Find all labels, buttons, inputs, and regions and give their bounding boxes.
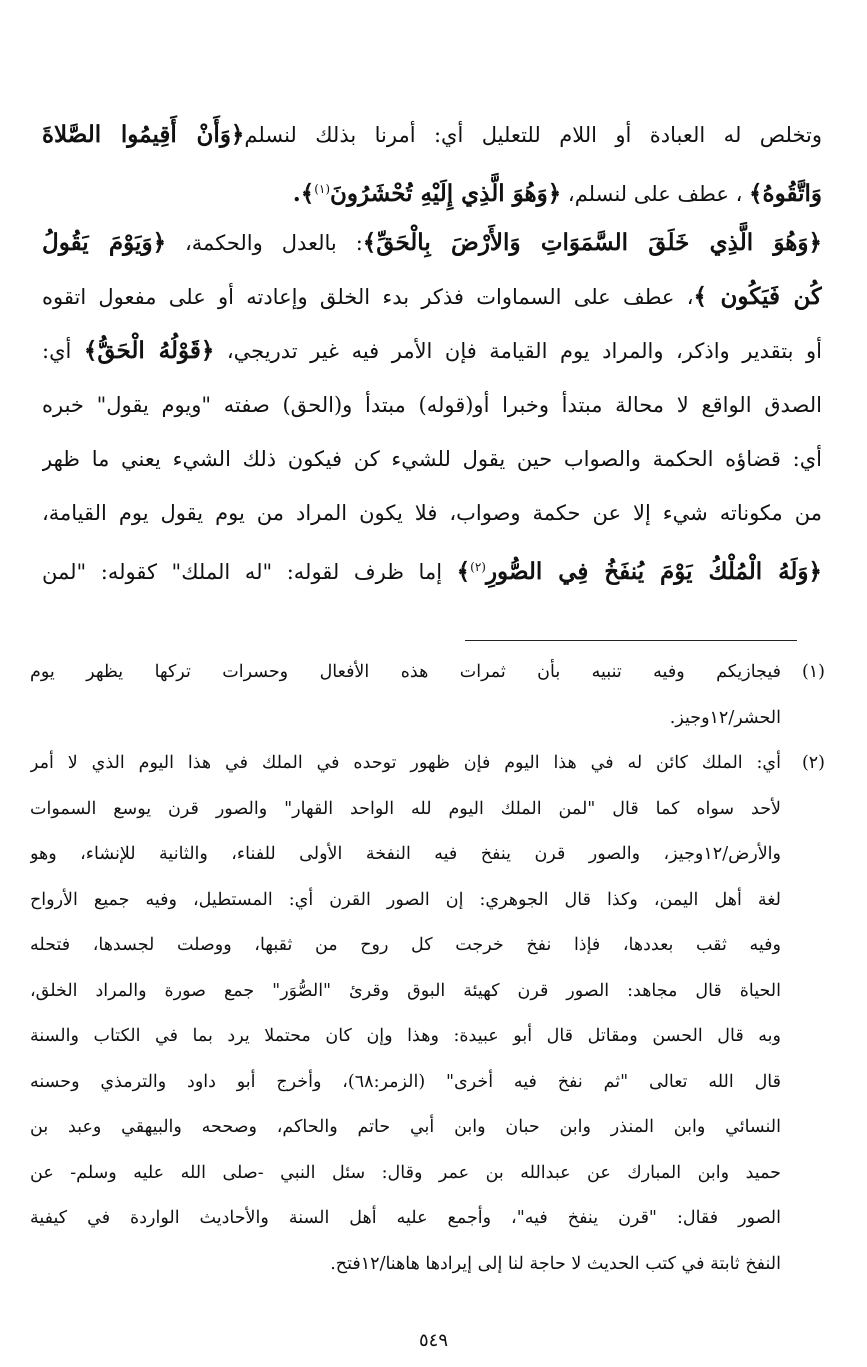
footnote-number: (١) — [801, 662, 825, 682]
footnote-2-line-9 — [30, 1105, 825, 1151]
text-segment: إما ظرف لقوله: "له الملك" كقوله: "لمن — [42, 560, 457, 584]
footnotes-section — [30, 650, 825, 1287]
text-segment: ، عطف على لنسلم، — [561, 182, 750, 206]
quran-quote: ﴿وَلَهُ الْمُلْكُ يَوْمَ يُنفَخُ فِي الصُّورِ — [485, 558, 822, 585]
main-text-body — [42, 108, 822, 594]
main-line-2 — [42, 162, 822, 216]
footnote-text: قال الله تعالى "ثم نفخ فيه أخرى" (الزمر:٦٨)، وأخرج أبو داود والترمذي وحسنه — [30, 1071, 781, 1092]
footnote-2-line-3 — [30, 832, 825, 878]
footnote-1-line-2 — [30, 696, 825, 742]
footnote-text: والأرض/١٢وجيز، والصور قرن ينفخ فيه النفخة الأولى للفناء، والثانية للإنشاء، وهو — [30, 844, 781, 864]
footnote-2-line-7 — [30, 1014, 825, 1060]
text-segment: أي: — [42, 339, 84, 363]
footnote-2-line-8 — [30, 1060, 825, 1106]
quran-quote-end: ﴾. — [292, 180, 315, 207]
quran-quote: ﴿وَهُوَ الَّذِي خَلَقَ السَّمَوَاتِ وَالأَرْضَ بِالْحَقِّ﴾ — [362, 229, 822, 256]
footnote-text: لأحد سواه كما قال "لمن الملك اليوم لله الواحد القهار" والصور قرن يوسع السموات — [30, 798, 781, 819]
footnote-text: لغة أهل اليمن، وكذا قال الجوهري: إن الصور القرن أي: المستطيل، وفيه جميع الأرواح — [30, 889, 781, 910]
text-segment: أي: قضاؤه الحكمة والصواب حين يقول للشيء كن فيكون ذلك الشيء يعني ما ظهر — [42, 447, 822, 471]
footnote-2-line-4 — [30, 878, 825, 924]
footnote-2-line-1 — [30, 741, 825, 787]
main-line-8 — [42, 486, 822, 540]
footnote-text: أي: الملك كائن له في هذا اليوم فإن ظهور توحده في الملك في هذا اليوم الذي لا أمر — [30, 753, 781, 773]
quran-quote-end: ﴾ — [456, 558, 471, 585]
footnote-2-line-5 — [30, 923, 825, 969]
footnote-text: وفيه ثقب بعددها، فإذا نفخ خرجت كل روح من ثقبها، ووصلت لجسدها، فتحله — [30, 935, 781, 955]
quran-quote: ﴿وَأَنْ أَقِيمُوا الصَّلاةَ — [42, 121, 245, 148]
text-segment: الصدق الواقع لا محالة مبتدأ وخبرا أو(قوله) مبتدأ و(الحق) صفته "ويوم يقول" خبره — [42, 393, 822, 417]
footnote-ref-2: (٢) — [470, 560, 486, 574]
text-segment: وتخلص له العبادة أو اللام للتعليل أي: أمرنا بذلك لنسلم — [244, 123, 822, 147]
quran-quote: كُن فَيَكُون ﴾ — [693, 283, 822, 310]
main-line-9 — [42, 540, 822, 594]
quran-quote: وَاتَّقُوهُ﴾ — [749, 180, 822, 207]
footnote-text: فيجازيكم وفيه تنبيه بأن ثمرات هذه الأفعال وحسرات تركها يظهر يوم — [30, 662, 781, 682]
main-line-5 — [42, 324, 822, 378]
quran-quote: ﴿قَوْلُهُ الْحَقُّ﴾ — [83, 337, 215, 364]
text-segment: من مكوناته شيء إلا عن حكمة وصواب، فلا يكون المراد من يوم يقول يوم القيامة، — [42, 501, 822, 525]
footnote-2-line-6 — [30, 969, 825, 1015]
quran-quote: ﴿وَهُوَ الَّذِي إِلَيْهِ تُحْشَرُونَ — [330, 180, 562, 207]
footnote-text: النفخ ثابتة في كتب الحديث لا حاجة لنا إلى إيرادها هاهنا/١٢فتح. — [330, 1253, 781, 1274]
footnote-text: الصور فقال: "قرن ينفخ فيه"، وأجمع عليه أهل السنة والأحاديث الواردة في كيفية — [30, 1208, 781, 1228]
footnote-ref-1: (١) — [314, 182, 331, 196]
text-segment: ، عطف على السماوات فذكر بدء الخلق وإعادته أو على مفعول اتقوه — [42, 285, 694, 309]
text-segment: أو بتقدير واذكر، والمراد يوم القيامة فإن الأمر فيه غير تدريجي، — [214, 339, 822, 363]
footnote-text: النسائي وابن المنذر وابن حبان وابن أبي حاتم والحاكم، وصححه والبيهقي وعبد بن — [30, 1117, 781, 1137]
footnote-text: حميد وابن المبارك عن عبدالله بن عمر وقال: سئل النبي -صلى الله عليه وسلم- عن — [30, 1162, 781, 1183]
quran-quote: ﴿وَيَوْمَ يَقُولُ — [42, 229, 167, 256]
footnote-text: وبه قال الحسن ومقاتل قال أبو عبيدة: وهذا وإن كان محتملا يرد بما في الكتاب والسنة — [30, 1026, 781, 1046]
main-line-7 — [42, 432, 822, 486]
footnote-text: الحياة قال مجاهد: الصور قرن كهيئة البوق وقرئ "الصُّوَر" جمع صورة والمراد الخلق، — [30, 980, 781, 1001]
footnote-number: (٢) — [801, 753, 825, 773]
text-segment: : بالعدل والحكمة، — [166, 231, 363, 255]
main-line-6 — [42, 378, 822, 432]
footnote-2-line-2 — [30, 787, 825, 833]
main-line-1 — [42, 108, 822, 162]
footnote-2-line-11 — [30, 1196, 825, 1242]
page-number: ٥٤٩ — [418, 1330, 448, 1351]
footnote-divider — [465, 640, 797, 641]
footnote-text: الحشر/١٢وجيز. — [669, 707, 781, 728]
footnote-2-line-10 — [30, 1151, 825, 1197]
footnote-2-line-12 — [30, 1242, 825, 1288]
main-line-3 — [42, 216, 822, 270]
main-line-4 — [42, 270, 822, 324]
footnote-1-line-1 — [30, 650, 825, 696]
